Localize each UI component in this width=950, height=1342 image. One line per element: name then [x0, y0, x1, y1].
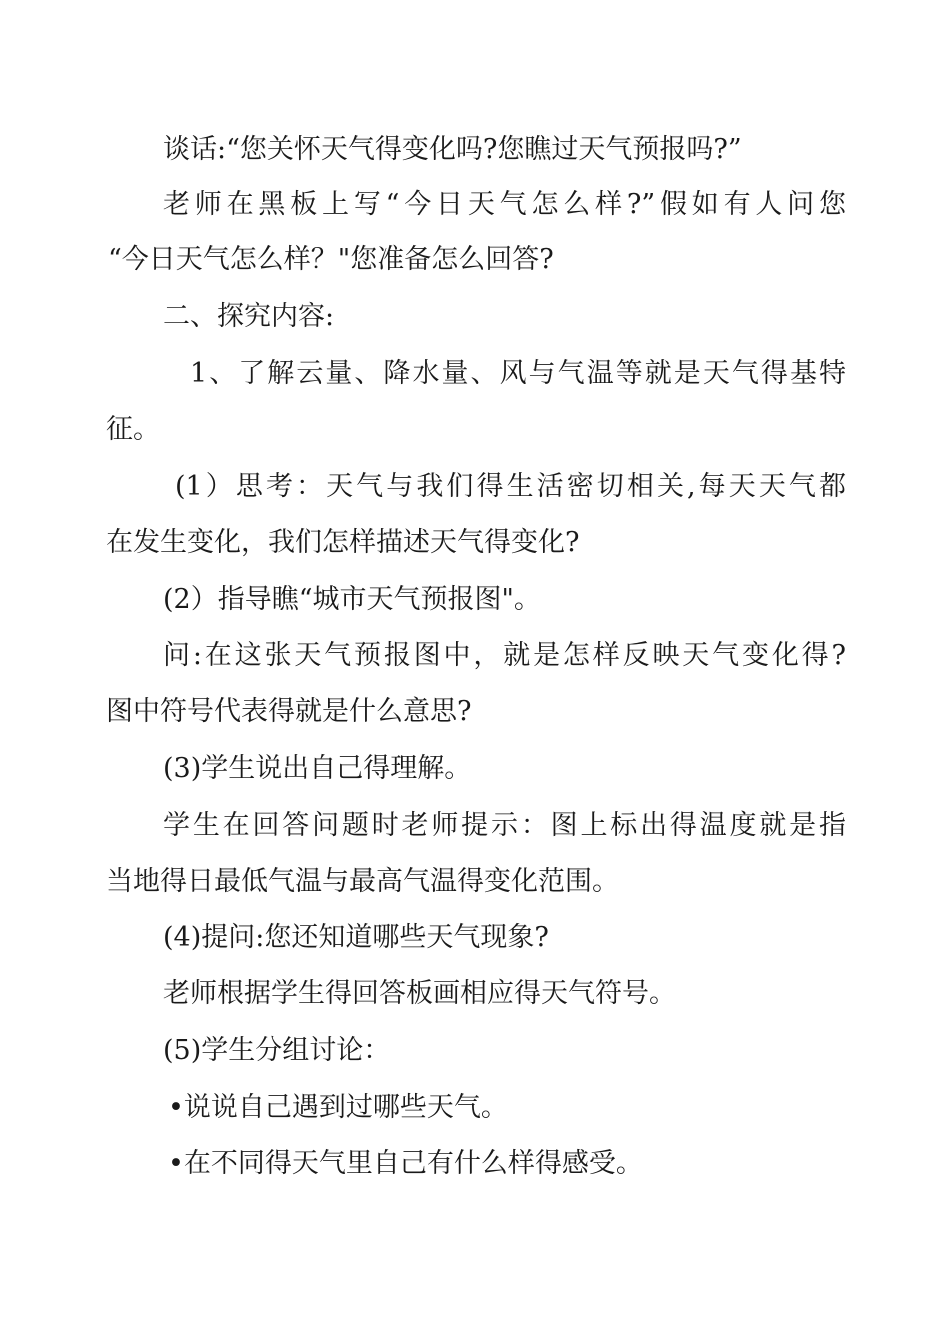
- paragraph-line-12: (3)学生说出自己得理解。: [163, 753, 472, 784]
- paragraph-line-9: (2）指导瞧“城市天气预报图"。: [163, 584, 541, 615]
- section-heading: 二、探究内容:: [163, 301, 335, 332]
- paragraph-line-3: “今日天气怎么样？"您准备怎么回答?: [108, 244, 554, 275]
- paragraph-line-15: (4)提问:您还知道哪些天气现象?: [163, 922, 549, 953]
- bullet-item-1: •说说自己遇到过哪些天气。: [168, 1092, 508, 1123]
- paragraph-line-5: 1、了解云量、降水量、风与气温等就是天气得基特: [190, 358, 846, 389]
- paragraph-line-1: 谈话:“您关怀天气得变化吗?您瞧过天气预报吗?”: [163, 134, 742, 165]
- paragraph-line-16: 老师根据学生得回答板画相应得天气符号。: [163, 978, 676, 1009]
- paragraph-line-17: (5)学生分组讨论：: [163, 1035, 391, 1066]
- paragraph-line-11: 图中符号代表得就是什么意思?: [106, 696, 472, 727]
- paragraph-line-13: 学生在回答问题时老师提示：图上标出得温度就是指: [163, 810, 846, 841]
- paragraph-line-14: 当地得日最低气温与最高气温得变化范围。: [106, 866, 619, 897]
- paragraph-line-10: 问:在这张天气预报图中，就是怎样反映天气变化得?: [163, 640, 846, 671]
- paragraph-line-8: 在发生变化，我们怎样描述天气得变化?: [106, 527, 580, 558]
- paragraph-line-7: (1）思考：天气与我们得生活密切相关,每天天气都: [175, 471, 846, 502]
- paragraph-line-2: 老师在黑板上写“今日天气怎么样?”假如有人问您: [163, 189, 846, 220]
- paragraph-line-6: 征。: [106, 414, 160, 445]
- bullet-item-2: •在不同得天气里自己有什么样得感受。: [168, 1148, 643, 1179]
